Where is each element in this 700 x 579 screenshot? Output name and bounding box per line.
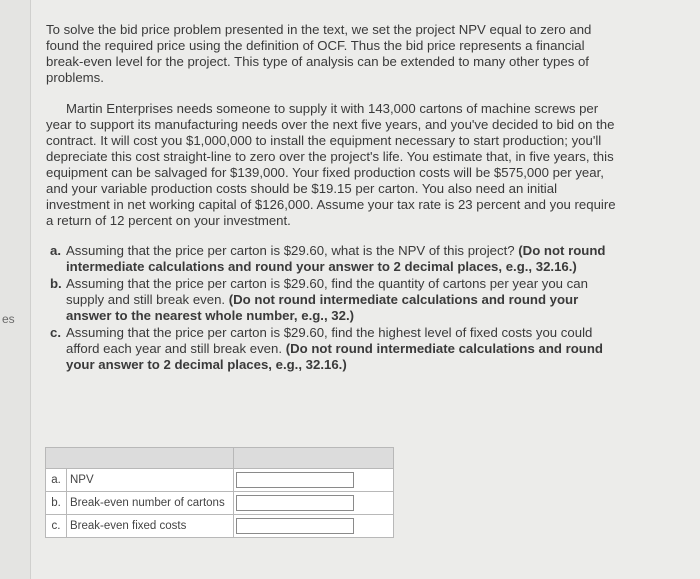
question-letter: c. bbox=[50, 325, 61, 340]
question-content bbox=[46, 22, 622, 374]
answer-input-cell bbox=[234, 515, 394, 538]
answer-row-break-even-fixed-costs bbox=[46, 515, 394, 538]
answer-table-header-cell bbox=[234, 448, 394, 469]
answer-table bbox=[45, 447, 394, 538]
question-b bbox=[50, 276, 622, 324]
question-text: Assuming that the price per carton is $29.60, find the quantity of cartons per year you can supply and still break even. bbox=[66, 276, 588, 307]
answer-row-letter: a. bbox=[46, 469, 67, 492]
break-even-cartons-input[interactable] bbox=[236, 495, 354, 511]
question-instruction: (Do not round intermediate calculations and round your answer to 2 decimal places, e.g., 32.16.) bbox=[66, 341, 603, 372]
answer-input-cell bbox=[234, 492, 394, 515]
question-letter: a. bbox=[50, 243, 61, 258]
left-panel-edge bbox=[0, 0, 31, 579]
intro-paragraph: To solve the bid price problem presented in the text, we set the project NPV equal to zero and found the required price using the definition of OCF. Thus the bid price represents a financial break-even level for the project. This type of analysis can be extended to many other types of problems. bbox=[46, 22, 592, 85]
answer-row-label: Break-even fixed costs bbox=[67, 515, 234, 538]
question-c bbox=[50, 325, 622, 373]
question-instruction: (Do not round intermediate calculations and round your answer to the nearest whole number, e.g., 32.) bbox=[66, 292, 579, 323]
answer-table-header-cell bbox=[46, 448, 234, 469]
npv-input[interactable] bbox=[236, 472, 354, 488]
question-text: Assuming that the price per carton is $29.60, what is the NPV of this project? bbox=[66, 243, 515, 258]
question-a bbox=[50, 243, 622, 275]
answer-row-label: NPV bbox=[67, 469, 234, 492]
left-panel-text: es bbox=[2, 312, 15, 326]
answer-row-npv bbox=[46, 469, 394, 492]
question-list bbox=[46, 243, 622, 373]
answer-table-header bbox=[46, 448, 394, 469]
answer-row-letter: c. bbox=[46, 515, 67, 538]
answer-row-letter: b. bbox=[46, 492, 67, 515]
break-even-fixed-costs-input[interactable] bbox=[236, 518, 354, 534]
answer-row-label: Break-even number of cartons bbox=[67, 492, 234, 515]
question-instruction: (Do not round intermediate calculations and round your answer to 2 decimal places, e.g., 32.16.) bbox=[66, 243, 606, 274]
answer-row-break-even-cartons bbox=[46, 492, 394, 515]
answer-input-cell bbox=[234, 469, 394, 492]
problem-paragraph: Martin Enterprises needs someone to supply it with 143,000 cartons of machine screws per year to support its manufacturing needs over the next five years, and you've decided to bid on the contract. It will cost you $1,000,000 to install the equipment necessary to start production; you'll depreciate this cost straight-line to zero over the project's life. You estimate that, in five years, this equipment can be salvaged for $139,000. Your fixed production costs will be $575,000 per year, and your variable production costs should be $19.15 per carton. You also need an initial investment in net working capital of $126,000. Assume your tax rate is 23 percent and you require a return of 12 percent on your investment. bbox=[46, 101, 616, 228]
question-text: Assuming that the price per carton is $29.60, find the highest level of fixed costs you could afford each year and still break even. bbox=[66, 325, 593, 356]
question-letter: b. bbox=[50, 276, 62, 291]
